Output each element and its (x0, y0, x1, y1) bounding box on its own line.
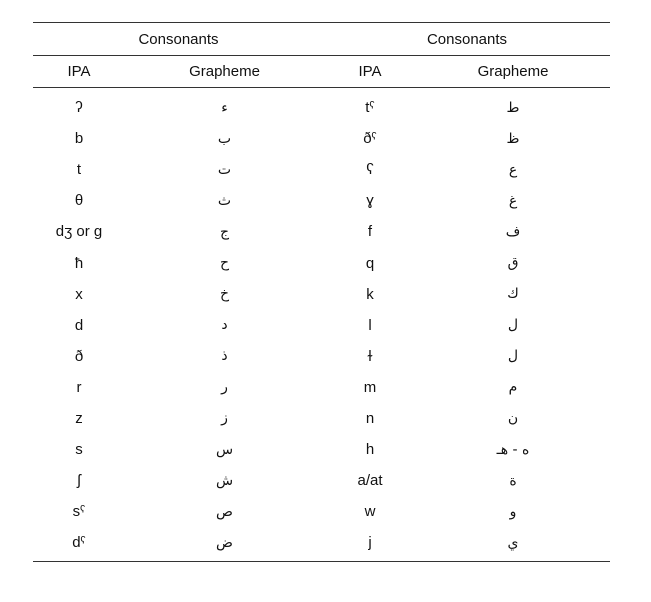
grapheme-cell: خ (219, 286, 230, 303)
ipa-cell: dʒ or g (55, 223, 103, 241)
grapheme-cell: ز (221, 410, 228, 427)
grapheme-cell: ه - هـ (496, 441, 530, 458)
ipa-cell: q (365, 254, 375, 272)
grapheme-cell: ق (507, 255, 519, 272)
ipa-cell: ɫ (367, 347, 373, 365)
ipa-cell: d (74, 316, 84, 334)
table-row (33, 123, 610, 154)
grapheme-cell: ض (125, 527, 324, 562)
ipa-cell: b (74, 130, 84, 148)
group-header-row (33, 23, 610, 56)
ipa-cell: a/at (357, 472, 383, 490)
grapheme-cell: ذ (221, 348, 228, 365)
table-row (33, 310, 610, 341)
ipa-cell: k (366, 285, 374, 303)
grapheme-cell: ح (219, 255, 230, 272)
grapheme-cell: د (221, 317, 228, 334)
table-row (33, 434, 610, 465)
grapheme-cell: ص (216, 503, 233, 520)
grapheme-cell: ظ (506, 130, 520, 147)
table-body (33, 88, 610, 562)
grapheme-cell: ف (505, 223, 521, 240)
column-header-row (33, 56, 610, 88)
grapheme-cell: م (508, 379, 518, 396)
ipa-cell: ʔ (75, 99, 83, 117)
grapheme-cell: ن (507, 410, 519, 427)
grapheme-cell: ش (215, 472, 234, 489)
ipa-cell: x (75, 285, 83, 303)
ipa-cell: j (324, 527, 416, 562)
ipa-cell: ʕ (366, 161, 374, 179)
table-row (33, 496, 610, 527)
ipa-cell: ðˤ (363, 130, 377, 148)
ipa-cell: ʃ (77, 472, 81, 490)
grapheme-cell: ل (507, 348, 519, 365)
ipa-cell: n (365, 409, 375, 427)
ipa-cell: ɣ (366, 192, 374, 210)
table-row (33, 88, 610, 124)
table-row (33, 341, 610, 372)
table-row (33, 403, 610, 434)
grapheme-cell: ع (508, 161, 518, 178)
ipa-cell: w (364, 503, 376, 521)
group-header-left: Consonants (33, 23, 324, 56)
column-header-grapheme-left: Grapheme (125, 56, 324, 88)
ipa-cell: r (76, 378, 82, 396)
grapheme-cell: ر (221, 379, 228, 396)
grapheme-cell: ك (507, 286, 519, 303)
ipa-cell: s (75, 441, 83, 459)
ipa-cell: h (365, 441, 375, 459)
column-header-ipa-left: IPA (33, 56, 125, 88)
ipa-cell: m (363, 378, 377, 396)
table-row (33, 527, 610, 562)
table-row (33, 465, 610, 496)
ipa-cell: ð (74, 347, 84, 365)
group-header-right: Consonants (324, 23, 610, 56)
grapheme-cell: س (215, 441, 234, 458)
ipa-cell: θ (74, 192, 84, 210)
ipa-cell: f (367, 223, 373, 241)
consonant-table-container (33, 22, 610, 562)
table-row (33, 247, 610, 278)
grapheme-cell: ت (217, 161, 232, 178)
grapheme-cell: و (509, 503, 517, 520)
grapheme-cell: ي (416, 527, 610, 562)
grapheme-cell: ة (509, 472, 517, 489)
table-row (33, 154, 610, 185)
column-header-grapheme-right: Grapheme (416, 56, 610, 88)
grapheme-cell: ط (506, 99, 520, 116)
consonant-table (33, 22, 610, 562)
ipa-cell: l (368, 316, 372, 334)
grapheme-cell: ث (217, 192, 232, 209)
ipa-cell: ħ (74, 254, 84, 272)
table-row (33, 372, 610, 403)
ipa-cell: sˤ (72, 503, 86, 521)
table-row (33, 216, 610, 247)
table-row (33, 185, 610, 216)
grapheme-cell: ء (221, 99, 228, 116)
ipa-cell: tˤ (365, 99, 375, 117)
ipa-cell: t (76, 161, 82, 179)
column-header-ipa-right: IPA (324, 56, 416, 88)
grapheme-cell: غ (508, 192, 518, 209)
ipa-cell: z (75, 409, 83, 427)
grapheme-cell: ل (507, 317, 519, 334)
grapheme-cell: ج (219, 223, 230, 240)
table-row (33, 279, 610, 310)
ipa-cell: dˤ (33, 527, 125, 562)
grapheme-cell: ب (217, 130, 232, 147)
